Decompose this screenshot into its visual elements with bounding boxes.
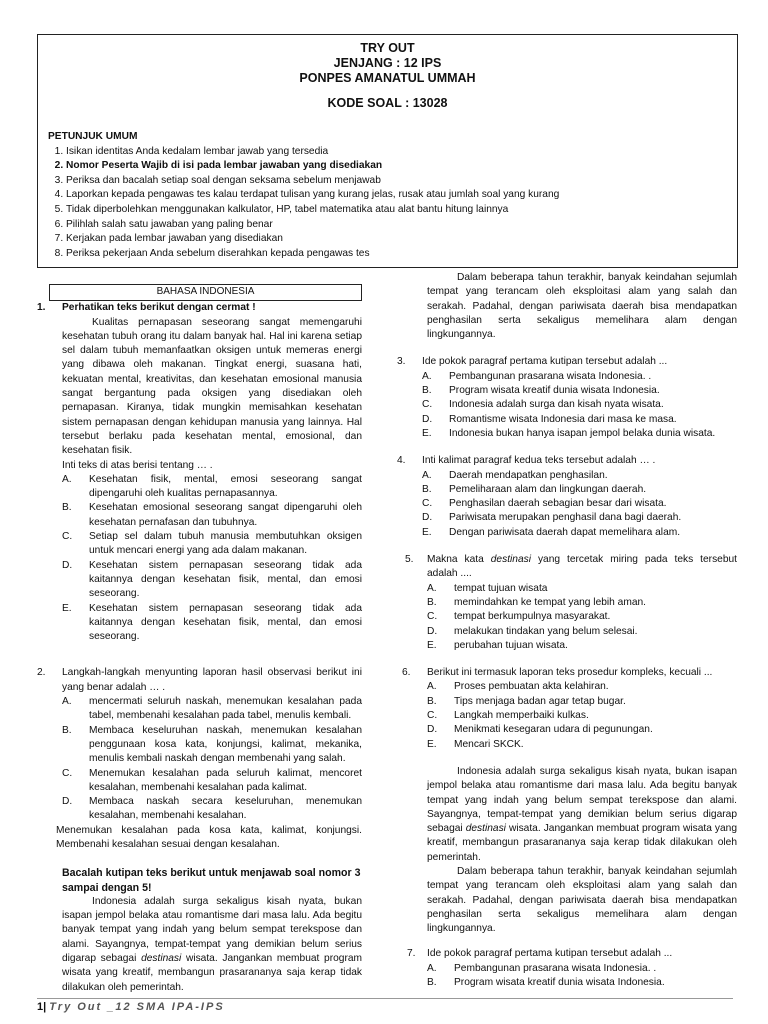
option-d[interactable]: D. Kesehatan sistem pernapasan seseorang tidak ada kaitannya dengan kesehatan fisik, mental, dan emosi seseorang. [62, 559, 362, 600]
option-e-text[interactable]: Menemukan kesalahan pada kosa kata, kalimat, konjungsi. Membenahi kesalahan sesuai dengan kesalahan. [56, 824, 362, 850]
option-b[interactable]: B. Program wisata kreatif dunia wisata Indonesia. [427, 977, 665, 989]
header-box [37, 34, 738, 268]
question-number: 5. [405, 554, 414, 566]
question-6 [397, 666, 737, 752]
question-7 [397, 947, 737, 990]
instruction-item: 6. Pilihlah salah satu jawaban yang paling benar [66, 218, 559, 233]
question-stem: Inti teks di atas berisi tentang … . [62, 459, 213, 471]
header-school: PONPES AMANATUL UMMAH [299, 71, 476, 85]
question-instruction: Perhatikan teks berikut dengan cermat ! [62, 302, 256, 314]
option-c[interactable]: C. tempat berkumpulnya masyarakat. [427, 611, 611, 623]
instructions-title: PETUNJUK UMUM [48, 131, 138, 142]
question-stem: Langkah-langkah menyunting laporan hasil observasi berikut ini yang benar adalah … . [62, 667, 362, 693]
answer-options [427, 962, 737, 991]
question-3 [397, 355, 737, 441]
option-a[interactable]: A. Proses pembuatan akta kelahiran. [427, 681, 609, 693]
passage-paragraph-2: Dalam beberapa tahun terakhir, banyak keindahan sejumlah tempat yang terancam oleh eksploitasi alam yang salah dan serakah. Padahal, dengan pariwisata daerah bisa mendapatkan penghasilan serta sekaligus memelihara alam dengan lingkungannya. [427, 272, 737, 341]
option-c[interactable]: C. Indonesia adalah surga dan kisah nyata wisata. [422, 399, 664, 411]
option-a[interactable]: A. tempat tujuan wisata [427, 582, 548, 594]
option-e[interactable]: E. Dengan pariwisata daerah dapat memelihara alam. [422, 526, 681, 538]
option-d[interactable]: D. Membaca naskah secara keseluruhan, menemukan kesalahan, membenahi kesalahan. [62, 796, 362, 822]
instruction-item: 5. Tidak diperbolehkan menggunakan kalkulator, HP, tabel matematika atau alat bantu hitung lainnya [66, 203, 559, 218]
option-b[interactable]: B. Membaca keseluruhan naskah, menemukan kesalahan penggunaan kosa kata, konjungsi, kalimat, mekanika, menulis kembali naskah dengan membenahi yang salah. [62, 724, 362, 765]
answer-options [422, 469, 737, 540]
option-e[interactable]: E. Indonesia bukan hanya isapan jempol belaka dunia wisata. [422, 427, 716, 439]
header-level: JENJANG : 12 IPS [333, 56, 442, 70]
option-b[interactable]: B. Kesehatan emosional seseorang sangat dipengaruhi oleh kesehatan pernafasan dan tubuhnya. [62, 502, 362, 528]
option-e[interactable]: E. Kesehatan sistem pernapasan seseorang tidak ada kaitannya dengan kesehatan fisik, mental, dan emosi seseorang. [62, 602, 362, 643]
option-e[interactable]: E. Mencari SKCK. [427, 738, 524, 750]
question-number: 7. [407, 948, 416, 960]
question-stem: Inti kalimat paragraf kedua teks tersebut adalah … . [422, 455, 656, 467]
page-footer [37, 1001, 225, 1013]
question-stem: Makna kata destinasi yang tercetak miring pada teks tersebut adalah .... [427, 554, 737, 580]
option-e[interactable]: E. perubahan tujuan wisata. [427, 639, 568, 651]
option-b[interactable]: B. Program wisata kreatif dunia wisata Indonesia. [422, 385, 660, 397]
instruction-item: 2. Nomor Peserta Wajib di isi pada lembar jawaban yang disediakan [66, 159, 559, 174]
instructions [48, 130, 559, 261]
option-b[interactable]: B. memindahkan ke tempat yang lebih aman. [427, 596, 646, 608]
passage-paragraph-4: Dalam beberapa tahun terakhir, banyak keindahan sejumlah tempat yang terancam oleh eksploitasi alam yang salah dan serakah. Padahal, dengan pariwisata daerah bisa mendapatkan penghasilan serta sekaligus memelihara alam dengan lingkungannya. [427, 865, 737, 935]
footer-title: Try Out _12 SMA IPA-IPS [49, 1001, 225, 1013]
italic-word: destinasi [490, 554, 531, 566]
question-number: 2. [37, 667, 46, 679]
instructions-list [48, 145, 559, 262]
page-number: 1 [37, 1001, 44, 1013]
option-a[interactable]: A. Pembangunan prasarana wisata Indonesia. . [427, 962, 657, 974]
option-c[interactable]: C. Langkah memperbaiki kulkas. [427, 710, 589, 722]
option-c[interactable]: C. Menemukan kesalahan pada seluruh kalimat, mencoret kesalahan, membenahi kesalahan pada kalimat. [62, 767, 362, 793]
question-stem: Ide pokok paragraf pertama kutipan tersebut adalah ... [427, 948, 673, 960]
option-c[interactable]: C. Penghasilan daerah sebagian besar dari wisata. [422, 498, 667, 510]
instruction-item: 8. Periksa pekerjaan Anda sebelum diserahkan kepada pengawas tes [66, 247, 559, 262]
option-d[interactable]: D. Pariwisata merupakan penghasil dana bagi daerah. [422, 512, 682, 524]
right-column [397, 271, 737, 990]
footer-separator: | [43, 1001, 47, 1013]
option-b[interactable]: B. Tips menjaga badan agar tetap bugar. [427, 695, 626, 707]
question-4 [397, 454, 737, 540]
option-a[interactable]: A. Kesehatan fisik, mental, emosi seseorang sangat dipengaruhi oleh kualitas pernapasannya. [62, 473, 362, 500]
instruction-item: 4. Laporkan kepada pengawas tes kalau terdapat tulisan yang kurang jelas, rusak atau jumlah soal yang kurang [66, 188, 559, 203]
question-number: 4. [397, 455, 406, 467]
question-2 [37, 666, 362, 852]
header-code: KODE SOAL : 13028 [327, 96, 448, 110]
footer-divider [37, 998, 733, 999]
subject-heading: BAHASA INDONESIA [49, 284, 362, 301]
option-c[interactable]: C. Setiap sel dalam tubuh manusia membutuhkan oksigen untuk mencari energi yang ada dalam makanan. [62, 531, 362, 557]
question-number: 1. [37, 302, 46, 314]
passage-text: Kualitas pernapasan seseorang sangat memengaruhi kesehatan tubuh orang itu dalam banyak hal. Hal ini karena setiap sel dalam tubuh memanfaatkan oksigen untuk memeras energi yang dibawa oleh makanan. Tingkat energi, suasana hati, kekuatan mental, kreativitas, dan kesehatan emosional manusia sangat bergantung pada oksigen yang disediakan oleh pernapasan. Kiranya, tidak mungkin memisahkan kesehatan sistem pernapasan dengan kehidupan manusia yang lainnya. Hal tersebut berlaku pada kesehatan mental, emosional, dan kesehatan fisik. [62, 316, 362, 457]
answer-options [427, 680, 737, 751]
question-5 [397, 553, 737, 653]
question-stem: Berikut ini termasuk laporan teks prosedur kompleks, kecuali ... [427, 667, 713, 679]
instruction-item: 7. Kerjakan pada lembar jawaban yang disediakan [66, 232, 559, 247]
option-b[interactable]: B. Pemeliharaan alam dan lingkungan daerah. [422, 483, 647, 495]
question-stem: Ide pokok paragraf pertama kutipan tersebut adalah ... [422, 356, 668, 368]
question-1 [37, 301, 362, 644]
passage-instruction: Bacalah kutipan teks berikut untuk menjawab soal nomor 3 sampai dengan 5! [62, 867, 361, 894]
italic-word: destinasi [465, 823, 506, 835]
italic-word: destinasi [141, 953, 182, 965]
answer-options [62, 695, 362, 824]
question-number: 3. [397, 356, 406, 368]
option-a[interactable]: A. Daerah mendapatkan penghasilan. [422, 469, 608, 481]
passage-paragraph-3: Indonesia adalah surga sekaligus kisah nyata, bukan isapan jempol belaka atau romantisme dari masa lalu. Ada begitu banyak tempat yang indah yang belum sempat terekspose dan alami. Sayangnya, tempat-tempat yang demikian belum serius digarap sebagai destinasi wisata. Jangankan membuat program wisata yang kreatif, membangun prasarananya saja kerap tidak dilakukan oleh pemerintah. [427, 765, 737, 863]
header-title: TRY OUT [360, 41, 415, 55]
answer-options [427, 582, 737, 653]
option-a[interactable]: A. mencermati seluruh naskah, menemukan kesalahan pada tabel, membenahi kesalahan pada tabel, menulis kembali. [62, 696, 362, 722]
option-d[interactable]: D. melakukan tindakan yang belum selesai. [427, 625, 638, 637]
left-column [37, 284, 362, 995]
option-d[interactable]: D. Romantisme wisata Indonesia dari masa ke masa. [422, 413, 677, 425]
question-number: 6. [402, 667, 411, 679]
option-d[interactable]: D. Menikmati kesegaran udara di pegunungan. [427, 724, 653, 736]
instruction-item: 1. Isikan identitas Anda kedalam lembar jawab yang tersedia [66, 145, 559, 160]
answer-options [422, 370, 737, 441]
passage-paragraph-1: Indonesia adalah surga sekaligus kisah nyata, bukan isapan jempol belaka atau romantisme dari masa lalu. Ada begitu banyak tempat yang indah yang belum sempat terekspose dan alami. Sayangnya, tempat-tempat yang demikian belum serius digarap sebagai destinasi wisata. Jangankan membuat program wisata yang kreatif, membangun prasarananya saja kerap tidak dilakukan oleh pemerintah. [62, 895, 362, 993]
answer-options [62, 473, 362, 645]
instruction-item: 3. Periksa dan bacalah setiap soal dengan seksama sebelum menjawab [66, 174, 559, 189]
option-a[interactable]: A. Pembangunan prasarana wisata Indonesia. . [422, 370, 652, 382]
